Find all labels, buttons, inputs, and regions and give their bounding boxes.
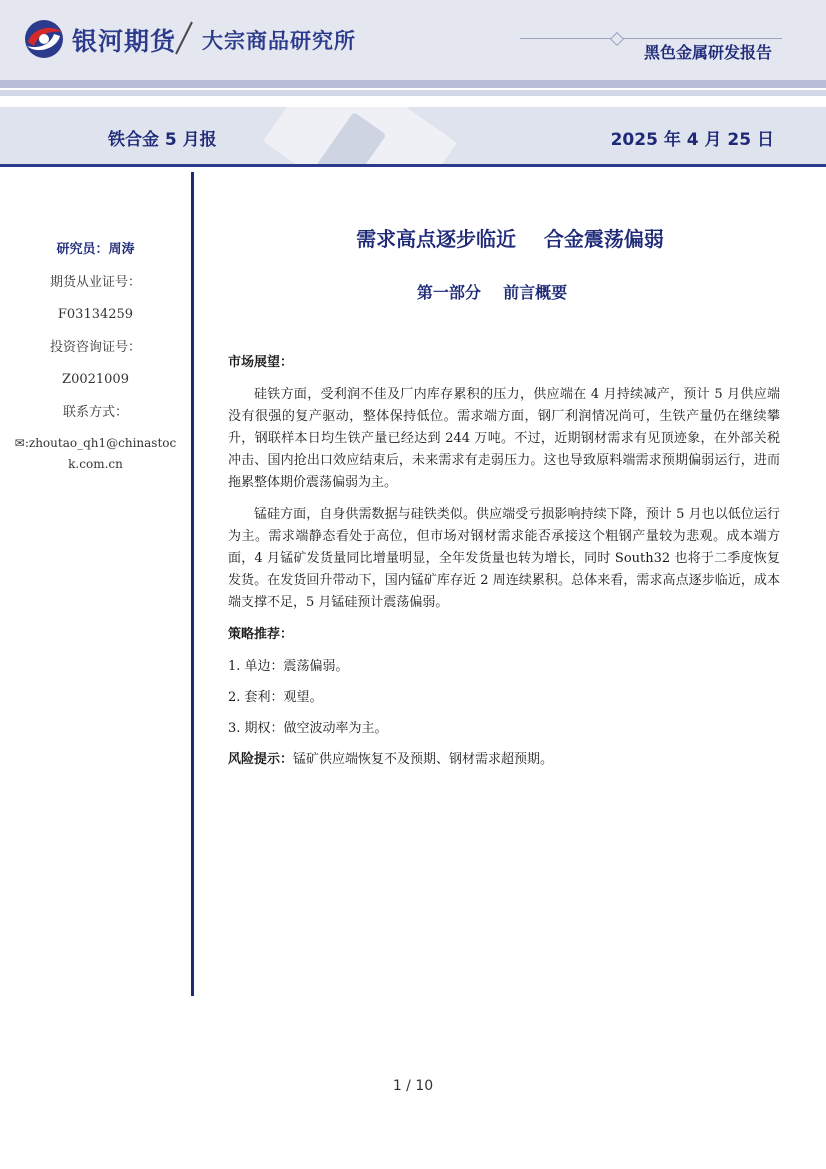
strategy-item: 3. 期权：做空波动率为主。: [228, 721, 388, 736]
header-stripe: [0, 80, 826, 88]
strategy-item: 1. 单边：震荡偏弱。: [228, 659, 349, 674]
slash-divider-icon: [172, 20, 196, 56]
page-number: 1 / 10: [392, 1078, 434, 1094]
report-date: 2025 年 4 月 25 日: [610, 130, 774, 150]
license-number: F03134259: [57, 307, 134, 322]
report-body: [228, 352, 780, 780]
author-sidebar: [0, 238, 191, 475]
banner-rule: [0, 164, 826, 167]
risk-text: 锰矿供应端恢复不及预期、钢材需求超预期。: [293, 752, 554, 767]
contact-email[interactable]: [0, 433, 191, 475]
market-outlook-heading: 市场展望：: [228, 355, 294, 370]
license-label: 期货从业证号：: [49, 274, 141, 290]
report-title: 需求高点逐步临近 合金震荡偏弱: [356, 227, 664, 251]
strategy-heading: 策略推荐：: [228, 627, 294, 642]
section-title: 第一部分 前言概要: [416, 283, 568, 302]
report-category: 黑色金属研发报告: [643, 43, 772, 62]
report-header: [0, 0, 826, 80]
header-stripe: [0, 90, 826, 96]
researcher-name: 研究员：周涛: [56, 242, 135, 257]
report-name: 铁合金 5 月报: [108, 130, 217, 150]
strategy-item: 2. 套利：观望。: [228, 690, 323, 705]
mail-icon: ✉:: [14, 436, 29, 450]
department-name: 大宗商品研究所: [202, 29, 356, 53]
paragraph-silicomanganese: 锰硅方面，自身供需数据与硅铁类似。供应端受亏损影响持续下降，预计 5 月也以低位运行为主。需求端静态看处于高位，但市场对钢材需求能否承接这个粗钢产量较为悲观。成本端方面，4 月锰矿发货量同比增量明显，全年发货量也转为增长，同时 South32 也将于二季度恢复发货。在发货回升带动下，国内锰矿库存近 2 周连续累积。总体来看，需求高点逐步临近，成本端支撑不足，5 月锰硅预计震荡偏弱。: [228, 507, 780, 610]
consult-label: 投资咨询证号：: [49, 339, 141, 355]
galaxy-logo-icon: [22, 18, 66, 60]
company-name: 银河期货: [72, 27, 177, 56]
risk-label: 风险提示：: [228, 752, 294, 767]
diamond-icon: [610, 32, 624, 46]
consult-number: Z0021009: [62, 372, 129, 387]
decorative-line: [520, 38, 614, 39]
paragraph-ferrosilicon: 硅铁方面，受利润不佳及厂内库存累积的压力，供应端在 4 月持续减产，预计 5 月供应端没有很强的复产驱动，整体保持低位。需求端方面，钢厂利润情况尚可，生铁产量仍在继续攀升，钢联样本日均生铁产量已经达到 244 万吨。不过，近期钢材需求有见顶迹象，在外部关税冲击、国内抢出口效应结束后，未来需求有走弱压力。这也导致原料端需求预期偏弱运行，进而拖累整体期价震荡偏弱为主。: [228, 387, 780, 490]
risk-warning: [228, 749, 780, 771]
email-address[interactable]: zhoutao_qh1@chinastock.com.cn: [28, 436, 177, 471]
decorative-line: [622, 38, 782, 39]
contact-label: 联系方式：: [62, 404, 128, 420]
